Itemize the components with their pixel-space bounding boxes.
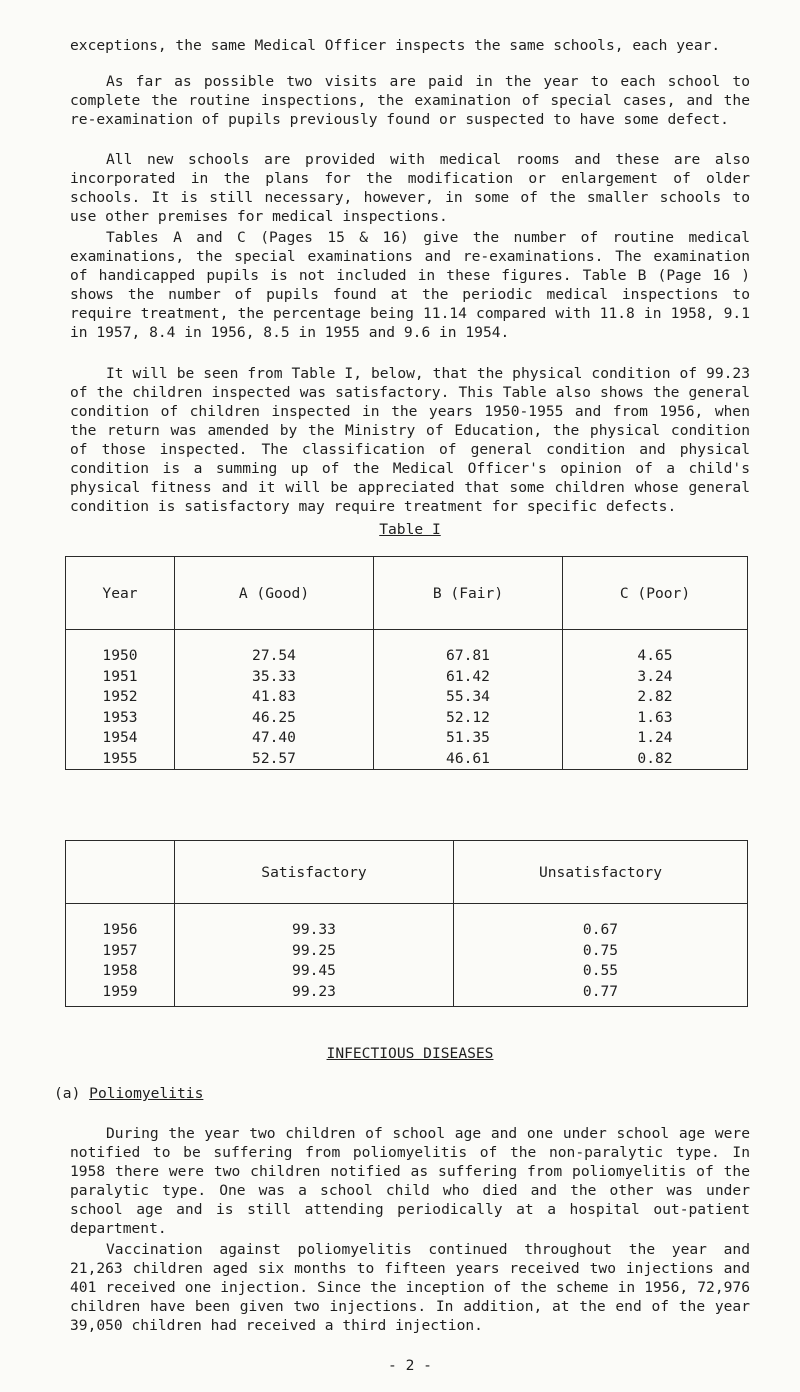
paragraph-physical-condition: It will be seen from Table I, below, that the physical condition of 99.23 of the children inspected was satisfactory. This Table also shows the general condition of children inspected in the years 1950-1955 and from 1956, when the return was amended by the Ministry of Education, the physical condition of those inspected. The classification of general condition and physical condition is a summing up of the Medical Officer's opinion of a child's physical fitness and it will be appreciated that some children whose general condition is satisfactory may require treatment for specific defects. (70, 365, 750, 515)
table-cell: 51.35 (446, 729, 490, 746)
subsection-heading (54, 1084, 734, 1103)
table-cell: 1.24 (637, 729, 673, 746)
paragraph-intro-fragment: exceptions, the same Medical Officer inspects the same schools, each year. (70, 37, 721, 54)
table-cell: 0.77 (582, 982, 619, 1000)
table-cell: 41.83 (252, 688, 296, 705)
column-satisfactory (175, 904, 454, 1007)
table-cell: 3.24 (637, 667, 673, 685)
table-cell: 46.61 (446, 749, 490, 767)
column-unsatisfactory (454, 904, 748, 1007)
table-cell: 0.67 (582, 921, 619, 938)
table-cell: 47.40 (252, 729, 296, 746)
paragraph-vaccination: Vaccination against poliomyelitis continued throughout the year and 21,263 children aged six months to fifteen years received two injections and 401 received one injection. Since the inception of the scheme in 1956, 72,976 children have been given two injections. In addition, at the end of the year 39,050 children had received a third injection. (70, 1241, 750, 1334)
paragraph-polio-cases: During the year two children of school age and one under school age were notified to be suffering from poliomyelitis of the non-paralytic type. In 1958 there were two children notified as suffering from poliomyelitis of the paralytic type. One was a school child who died and the other was under school age and is still attending periodically at a hospital out-patient department. (70, 1125, 750, 1237)
header-satisfactory: Satisfactory (175, 841, 454, 904)
section-heading-text: INFECTIOUS DISEASES (326, 1045, 494, 1062)
table-cell: 52.57 (252, 749, 296, 767)
table-cell: 0.75 (582, 941, 619, 959)
header-poor: C (Poor) (563, 557, 748, 630)
table-cell: 2.82 (637, 688, 673, 705)
table-caption (70, 520, 750, 539)
table-cell: 1959 (102, 982, 138, 1000)
table-cell: 99.45 (292, 962, 336, 979)
subsection-label: (a) (54, 1085, 81, 1102)
section-heading (70, 1044, 750, 1063)
header-good: A (Good) (175, 557, 374, 630)
table-cell: 35.33 (252, 667, 296, 685)
subsection-title: Poliomyelitis (89, 1085, 204, 1102)
table-cell: 1950 (102, 647, 138, 664)
table-cell: 0.82 (637, 749, 673, 767)
paragraph-visits: As far as possible two visits are paid in the year to each school to complete the routine inspections, the examination of special cases, and the re-examination of pupils previously found or suspected to have some defect. (70, 73, 750, 128)
table-cell: 99.23 (292, 982, 336, 1000)
table-cell: 1953 (102, 708, 138, 726)
table-caption-text: Table I (379, 521, 441, 538)
table-cell: 99.25 (292, 941, 336, 959)
table-cell: 1955 (102, 749, 138, 767)
table-body-row (66, 630, 748, 770)
table-cell: 1957 (102, 941, 138, 959)
table-cell: 1951 (102, 667, 138, 685)
table-cell: 46.25 (252, 708, 296, 726)
table-cell: 0.55 (582, 962, 619, 979)
header-unsatisfactory: Unsatisfactory (454, 841, 748, 904)
table-cell: 1.63 (637, 708, 673, 726)
table-cell: 4.65 (637, 647, 673, 664)
header-blank (66, 841, 175, 904)
column-fair (374, 630, 563, 770)
header-year: Year (66, 557, 175, 630)
table-cell: 67.81 (446, 647, 490, 664)
table-cell: 1958 (102, 962, 138, 979)
table-cell: 52.12 (446, 708, 490, 726)
table-header-row (66, 841, 748, 904)
table-general-condition (65, 556, 748, 770)
column-poor (563, 630, 748, 770)
column-years2 (66, 904, 175, 1007)
paragraph-medical-rooms: All new schools are provided with medical rooms and these are also incorporated in the plans for the modification or enlargement of older schools. It is still necessary, however, in some of the smaller schools to use other premises for medical inspections. (70, 151, 750, 225)
table-header-row (66, 557, 748, 630)
table-cell: 55.34 (446, 688, 490, 705)
table-physical-condition (65, 840, 748, 1007)
table-cell: 1954 (102, 729, 138, 746)
table-cell: 99.33 (292, 921, 336, 938)
paragraph-tables-a-c: Tables A and C (Pages 15 & 16) give the number of routine medical examinations, the special examinations and re-examinations. The examination of handicapped pupils is not included in these figures. Table B (Page 16 ) shows the number of pupils found at the periodic medical inspections to require treatment, the percentage being 11.14 compared with 11.8 in 1958, 9.1 in 1957, 8.4 in 1956, 8.5 in 1955 and 9.6 in 1954. (70, 229, 750, 341)
header-fair: B (Fair) (374, 557, 563, 630)
table-body-row (66, 904, 748, 1007)
table-cell: 61.42 (446, 667, 490, 685)
table-cell: 1956 (102, 921, 138, 938)
page-number: - 2 - (388, 1357, 432, 1374)
table-cell: 1952 (102, 688, 138, 705)
column-good (175, 630, 374, 770)
column-years (66, 630, 175, 770)
table-cell: 27.54 (252, 647, 296, 664)
